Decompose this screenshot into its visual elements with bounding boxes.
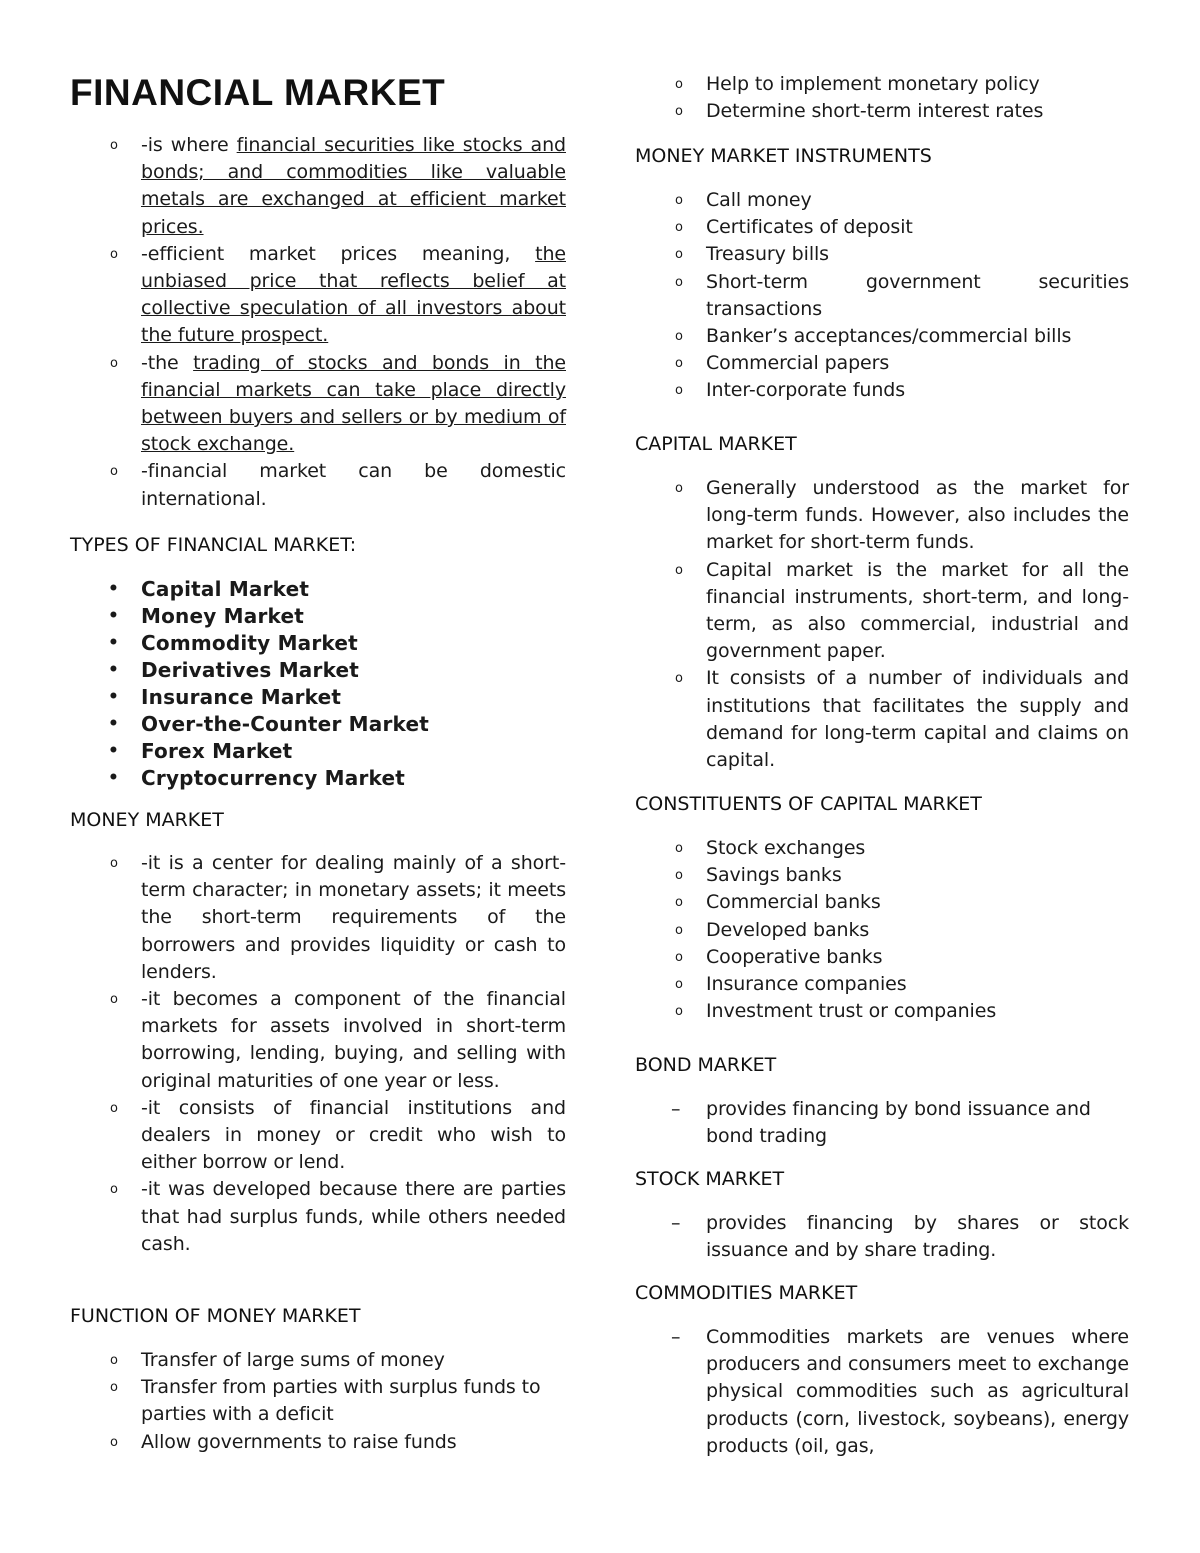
list-item: • Insurance Market bbox=[108, 685, 342, 709]
list-item: o Allow governments to raise funds bbox=[70, 1429, 566, 1456]
commodities-list bbox=[635, 1324, 1129, 1460]
list-item: o -financial market can be domestic international. bbox=[110, 460, 566, 510]
dash-bullet-icon: – bbox=[671, 1098, 681, 1120]
circle-bullet-icon: o bbox=[110, 1100, 118, 1116]
circle-bullet-icon: o bbox=[110, 1380, 118, 1396]
list-item: o Transfer from parties with surplus funds to parties with a deficit bbox=[110, 1376, 541, 1426]
circle-bullet-icon: o bbox=[110, 856, 118, 871]
list-item: o Commercial papers bbox=[635, 350, 1129, 377]
dash-bullet-icon: – bbox=[671, 1212, 681, 1234]
circle-bullet-icon: o bbox=[675, 1004, 683, 1020]
circle-bullet-icon: o bbox=[110, 355, 118, 371]
list-item: o -efficient market prices meaning, the unbiased price that reflects belief at collective speculation of all investors about the future prospect. bbox=[110, 242, 566, 347]
circle-bullet-icon: o bbox=[675, 868, 683, 884]
list-item: o Treasury bills bbox=[635, 241, 1129, 268]
circle-bullet-icon: o bbox=[110, 1182, 118, 1198]
dash-bullet-icon: – bbox=[671, 1326, 681, 1348]
disc-bullet-icon: • bbox=[108, 768, 120, 788]
circle-bullet-icon: o bbox=[110, 1434, 118, 1450]
function-list bbox=[70, 1347, 566, 1456]
types-list bbox=[70, 576, 566, 792]
list-item: o Commercial banks bbox=[635, 889, 1129, 916]
page-title: FINANCIAL MARKET bbox=[70, 72, 446, 113]
list-item: • Commodity Market bbox=[108, 631, 358, 655]
constituents-list bbox=[635, 835, 1129, 1025]
circle-bullet-icon: o bbox=[675, 193, 683, 208]
circle-bullet-icon: o bbox=[675, 949, 683, 965]
function-heading: FUNCTION OF MONEY MARKET bbox=[70, 1305, 361, 1327]
bond-list bbox=[635, 1096, 1129, 1150]
circle-bullet-icon: o bbox=[675, 562, 683, 578]
constituents-heading: CONSTITUENTS OF CAPITAL MARKET bbox=[635, 793, 982, 815]
list-item: o -is where financial securities like stocks and bonds; and commodities like valuable metals are exchanged at efficient market prices. bbox=[110, 134, 566, 238]
circle-bullet-icon: o bbox=[675, 481, 683, 496]
list-item: o Savings banks bbox=[635, 862, 1129, 889]
disc-bullet-icon: • bbox=[108, 633, 120, 653]
list-item: o -it becomes a component of the financial markets for assets involved in short-term borrowing, lending, buying, and selling with original maturities of one year or less. bbox=[110, 988, 566, 1092]
circle-bullet-icon: o bbox=[675, 977, 683, 993]
capital-list bbox=[635, 475, 1129, 774]
disc-bullet-icon: • bbox=[108, 741, 120, 761]
types-heading: TYPES OF FINANCIAL MARKET: bbox=[70, 534, 357, 556]
list-item: • Forex Market bbox=[108, 739, 293, 763]
disc-bullet-icon: • bbox=[108, 579, 120, 599]
list-item: o -the trading of stocks and bonds in the financial markets can take place directly between buyers and sellers or by medium of stock exchange. bbox=[110, 351, 566, 456]
list-item: • Capital Market bbox=[108, 577, 310, 601]
circle-bullet-icon: o bbox=[675, 220, 683, 236]
list-item: o Insurance companies bbox=[635, 971, 1129, 998]
list-item: • Money Market bbox=[108, 604, 304, 628]
circle-bullet-icon: o bbox=[675, 247, 683, 263]
instruments-heading: MONEY MARKET INSTRUMENTS bbox=[635, 145, 932, 167]
list-item: o Generally understood as the market for long-term funds. However, also includes the market for short-term funds. bbox=[675, 477, 1129, 554]
list-item: o Inter-corporate funds bbox=[635, 377, 1129, 404]
list-item: o Call money bbox=[635, 187, 1129, 214]
circle-bullet-icon: o bbox=[110, 1353, 118, 1368]
circle-bullet-icon: o bbox=[675, 104, 683, 120]
list-item: o Transfer of large sums of money bbox=[70, 1347, 566, 1374]
list-item: o -it was developed because there are parties that had surplus funds, while others needed cash. bbox=[110, 1178, 566, 1255]
list-item: • Over-the-Counter Market bbox=[108, 712, 430, 736]
disc-bullet-icon: • bbox=[108, 687, 120, 707]
list-item: o Cooperative banks bbox=[635, 944, 1129, 971]
commodities-heading: COMMODITIES MARKET bbox=[635, 1282, 858, 1304]
circle-bullet-icon: o bbox=[110, 464, 118, 480]
stock-heading: STOCK MARKET bbox=[635, 1168, 785, 1190]
list-item: o Help to implement monetary policy bbox=[635, 71, 1129, 98]
list-item: – provides financing by shares or stock issuance and by share trading. bbox=[671, 1212, 1129, 1262]
list-item: o Stock exchanges bbox=[635, 835, 1129, 862]
capital-heading: CAPITAL MARKET bbox=[635, 433, 797, 455]
instruments-list bbox=[635, 187, 1129, 405]
bond-heading: BOND MARKET bbox=[635, 1054, 777, 1076]
circle-bullet-icon: o bbox=[675, 274, 683, 290]
list-item: o It consists of a number of individuals and institutions that facilitates the supply and demand for long-term capital and claims on capital. bbox=[675, 667, 1129, 772]
circle-bullet-icon: o bbox=[675, 841, 683, 856]
intro-list bbox=[70, 132, 566, 513]
disc-bullet-icon: • bbox=[108, 660, 120, 680]
disc-bullet-icon: • bbox=[108, 714, 120, 734]
money-market-list bbox=[70, 850, 566, 1258]
money-market-heading: MONEY MARKET bbox=[70, 809, 224, 831]
circle-bullet-icon: o bbox=[110, 138, 118, 153]
list-item: – Commodities markets are venues where producers and consumers meet to exchange physical commodities such as agricultural products (corn, livestock, soybeans), energy products (oil, gas, bbox=[671, 1326, 1129, 1457]
list-item: • Cryptocurrency Market bbox=[108, 766, 406, 790]
list-item: o Short-term government securities transactions bbox=[675, 270, 1129, 320]
disc-bullet-icon: • bbox=[108, 606, 120, 626]
circle-bullet-icon: o bbox=[675, 922, 683, 938]
list-item: o Determine short-term interest rates bbox=[635, 98, 1129, 125]
list-item: o Capital market is the market for all the financial instruments, short-term, and long-term, as also commercial, industrial and government paper. bbox=[675, 558, 1129, 663]
list-item: o Investment trust or companies bbox=[635, 998, 1129, 1025]
list-item: • Derivatives Market bbox=[108, 658, 360, 682]
list-item: – provides financing by bond issuance and bond trading bbox=[671, 1098, 1091, 1148]
circle-bullet-icon: o bbox=[675, 895, 683, 911]
circle-bullet-icon: o bbox=[675, 671, 683, 687]
list-item: o Developed banks bbox=[635, 917, 1129, 944]
circle-bullet-icon: o bbox=[110, 992, 118, 1008]
list-item: o Banker’s acceptances/commercial bills bbox=[635, 323, 1129, 350]
list-item: o -it is a center for dealing mainly of a short-term character; in monetary assets; it meets the short-term requirements of the borrowers and provides liquidity or cash to lenders. bbox=[110, 852, 566, 983]
circle-bullet-icon: o bbox=[675, 77, 683, 92]
circle-bullet-icon: o bbox=[675, 383, 683, 399]
list-item: o Certificates of deposit bbox=[635, 214, 1129, 241]
function-list-continued bbox=[635, 71, 1129, 125]
stock-list bbox=[635, 1210, 1129, 1264]
list-item: o -it consists of financial institutions and dealers in money or credit who wish to either borrow or lend. bbox=[110, 1096, 566, 1174]
circle-bullet-icon: o bbox=[110, 246, 118, 262]
circle-bullet-icon: o bbox=[675, 329, 683, 345]
circle-bullet-icon: o bbox=[675, 356, 683, 372]
